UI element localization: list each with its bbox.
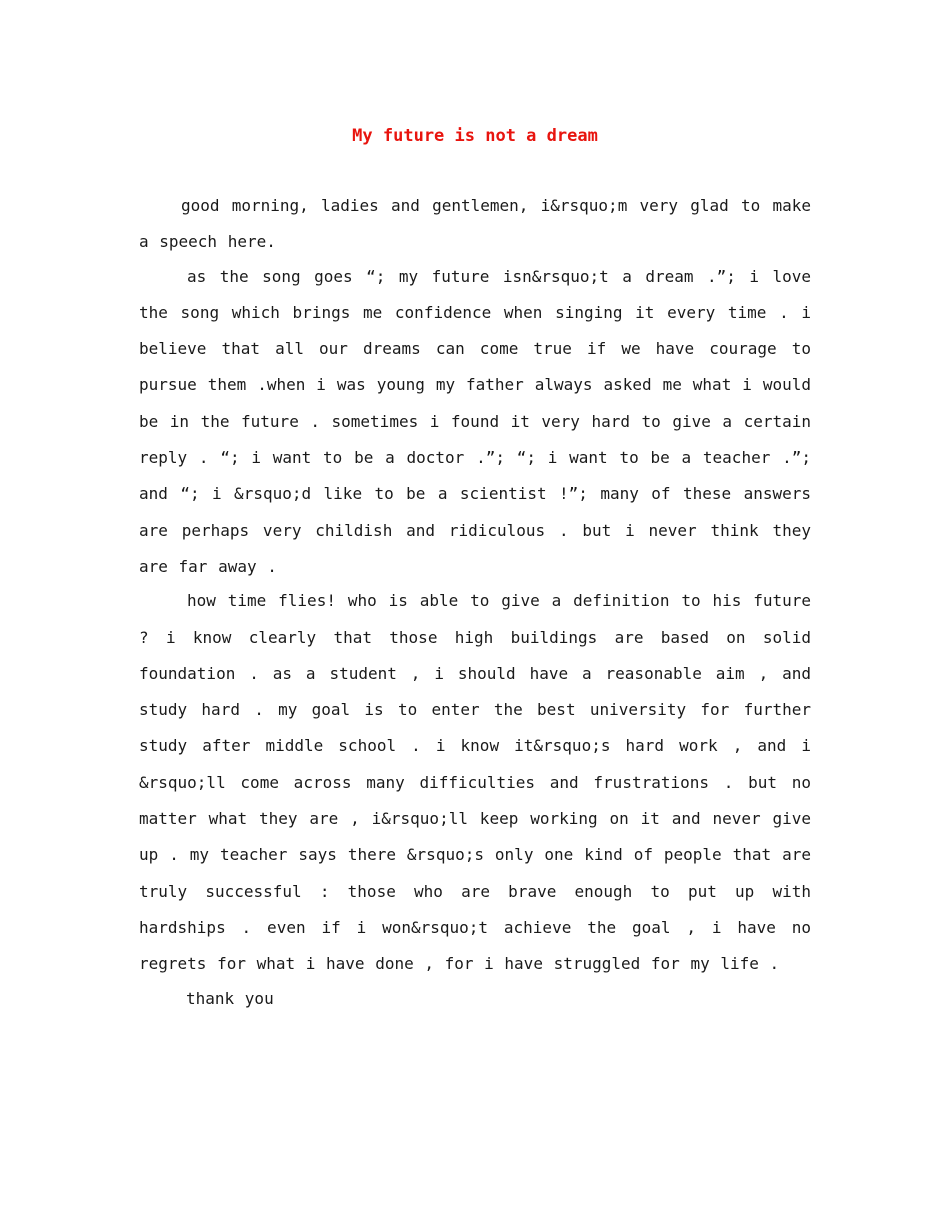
paragraph-song-dream: as the song goes “; my future isn&rsquo;t a dream .”; i love the song which brings me confidence when singing it every time . i believe that all our dreams can come true if we have courage to pursue them .when i was young my father always asked me what i would be in the future . sometimes i found it very hard to give a certain reply . “; i want to be a doctor .”; “; i want to be a teacher .”; and “; i &rsquo;d like to be a scientist !”; many of these answers are perhaps very childish and ridiculous . but i never think they are far away .	[139, 266, 811, 576]
document-body	[139, 188, 811, 1017]
document-title: My future is not a dream	[352, 126, 598, 146]
paragraph-greeting: good morning, ladies and gentlemen, i&rsquo;m very glad to make a speech here.	[139, 196, 811, 252]
paragraph-closing: thank you	[186, 988, 274, 1008]
paragraph-time-flies: how time flies! who is able to give a definition to his future ? i know clearly that those high buildings are based on solid foundation . as a student , i should have a reasonable aim , and study hard . my goal is to enter the best university for further study after middle school . i know it&rsquo;s hard work , and i &rsquo;ll come across many difficulties and frustrations . but no matter what they are , i&rsquo;ll keep working on it and never give up . my teacher says there &rsquo;s only one kind of people that are truly successful : those who are brave enough to put up with hardships . even if i won&rsquo;t achieve the goal , i have no regrets for what i have done , for i have struggled for my life .	[139, 591, 811, 974]
